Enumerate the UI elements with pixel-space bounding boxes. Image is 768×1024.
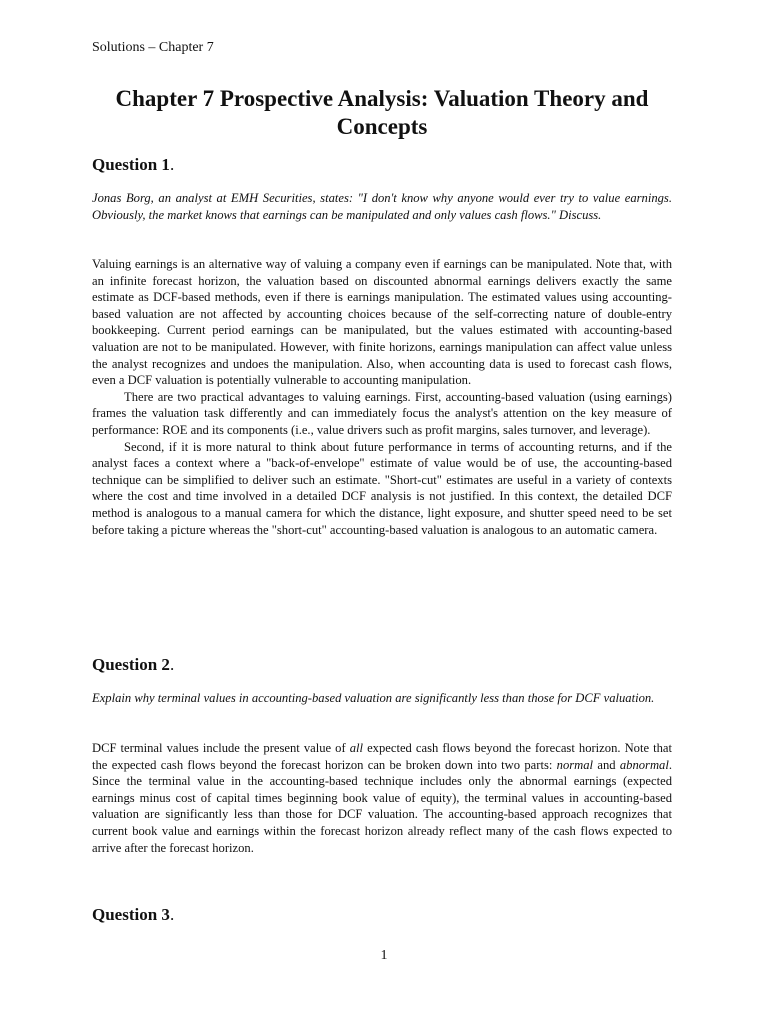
question-1-heading-text: Question 1 (92, 155, 170, 174)
chapter-title: Chapter 7 Prospective Analysis: Valuation Theory and Concepts (115, 86, 649, 139)
question-2-heading-period: . (169, 655, 175, 674)
question-1-answer (92, 256, 672, 538)
emphasis-normal: normal (556, 757, 594, 772)
answer-text: and (593, 757, 620, 772)
answer-paragraph (92, 740, 672, 856)
running-head: Solutions – Chapter 7 (92, 40, 214, 55)
answer-paragraph: Second, if it is more natural to think about future performance in terms of accounting returns, and if the analyst faces a context where a "back-of-envelope" estimate of value would be of use, the accounting-based technique can be simplified to deliver such an estimate. "Short-cut" estimates are useful in a variety of contexts where the cost and time involved in a detailed DCF analysis is not justified. In this context, the detailed DCF method is analogous to a manual camera for which the distance, light exposure, and shutter speed need to be set before taking a picture whereas the "short-cut" accounting-based valuation is analogous to an automatic camera. (92, 439, 672, 537)
question-2-heading-text: Question 2 (92, 655, 170, 674)
question-1-heading (92, 155, 174, 175)
question-2-prompt: Explain why terminal values in accounting-based valuation are significantly less than those for DCF valuation. (92, 691, 655, 705)
page-number: 1 (380, 948, 388, 963)
answer-paragraph: Valuing earnings is an alternative way of valuing a company even if earnings can be manipulated. Note that, with an infinite forecast horizon, the valuation based on discounted abnormal earnings delivers exactly the same estimate as DCF-based methods, even if there is earnings manipulation. The estimated values using accounting-based valuation are not affected by accounting choices because of the self-correcting nature of double-entry bookkeeping. Current period earnings can be manipulated, but the values estimated with accounting-based valuation are not to be manipulated. However, with finite horizons, earnings manipulation can affect value unless the analyst recognizes and undoes the manipulation. Also, when accounting data is used to forecast cash flows, even a DCF valuation is potentially vulnerable to accounting manipulation. (92, 257, 672, 388)
question-2-answer (92, 740, 672, 856)
answer-text: expected cash flows beyond the forecast horizon. Note that the expected cash flows beyond the forecast horizon can be broken down into two parts: (92, 741, 673, 772)
answer-paragraph: There are two practical advantages to valuing earnings. First, accounting-based valuation (using earnings) frames the valuation task differently and can immediately focus the analyst's attention on the key measure of performance: ROE and its components (i.e., value drivers such as profit margins, sales turnover, and leverage). (92, 389, 672, 437)
answer-text: . Since the terminal value in the accounting-based technique includes only the abnormal earnings (expected earnings minus cost of capital times beginning book value of equity), the terminal values in accounting-based valuation are significantly less than those for DCF valuation. The accounting-based approach recognizes that current book value and earnings within the forecast horizon already reflect many of the cash flows expected to arrive after the forecast horizon. (92, 757, 672, 855)
question-3-heading (92, 905, 174, 925)
question-3-heading-period: . (169, 905, 175, 924)
question-1-prompt: Jonas Borg, an analyst at EMH Securities, states: "I don't know why anyone would ever try to value earnings. Obviously, the market knows that earnings can be manipulated and only values cash flows." Discuss. (92, 191, 672, 222)
emphasis-abnormal: abnormal (619, 757, 669, 772)
question-1-heading-period: . (169, 155, 175, 174)
question-2-heading (92, 655, 174, 675)
question-3-heading-text: Question 3 (92, 905, 170, 924)
answer-text: DCF terminal values include the present value of (92, 741, 350, 755)
emphasis-all: all (349, 741, 364, 755)
